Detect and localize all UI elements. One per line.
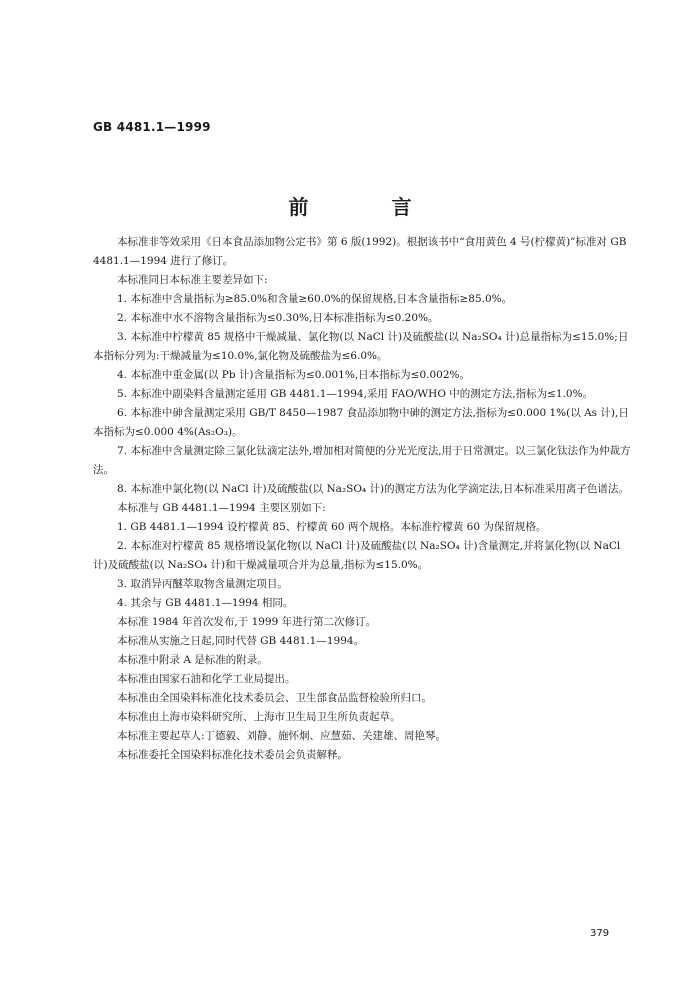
paragraph: 1. 本标准中含量指标为≥85.0%和含量≥60.0%的保留规格,日本含量指标≥85.0%。 <box>117 293 513 305</box>
paragraph: 2. 本标准对柠檬黄 85 规格增设氯化物(以 NaCl 计)及硫酸盐(以 Na₂SO₄ 计)含量测定,并将氯化物(以 NaCl 计)及硫酸盐(以 Na₂SO₄ 计)和干燥减量项合并为总量,指标为≤15.0%。 <box>93 540 621 571</box>
paragraph: 4. 本标准中重金属(以 Pb 计)含量指标为≤0.001%,日本指标为≤0.002%。 <box>117 369 471 381</box>
paragraph: 8. 本标准中氯化物(以 NaCl 计)及硫酸盐(以 Na₂SO₄ 计)的测定方法为化学滴定法,日本标准采用离子色谱法。 <box>117 483 629 495</box>
page-title: 前 言 <box>288 195 450 219</box>
paragraph: 3. 取消异丙醚萃取物含量测定项目。 <box>117 578 288 590</box>
paragraph: 本标准 1984 年首次发布,于 1999 年进行第二次修订。 <box>117 616 377 628</box>
paragraph: 4. 其余与 GB 4481.1—1994 相同。 <box>117 597 294 609</box>
paragraph: 6. 本标准中砷含量测定采用 GB/T 8450—1987 食品添加物中砷的测定方法,指标为≤0.000 1%(以 As 计),日本指标为≤0.000 4%(As₂O₃)。 <box>93 407 629 438</box>
paragraph: 本标准同日本标准主要差异如下: <box>117 274 268 286</box>
standard-code: GB 4481.1—1999 <box>93 120 211 134</box>
paragraph: 本标准从实施之日起,同时代替 GB 4481.1—1994。 <box>117 635 365 647</box>
paragraph: 1. GB 4481.1—1994 设柠檬黄 85、柠檬黄 60 两个规格。本标准柠檬黄 60 为保留规格。 <box>117 521 547 533</box>
foreword-body <box>93 233 638 765</box>
paragraph: 本标准由上海市染料研究所、上海市卫生局卫生所负责起草。 <box>117 711 401 723</box>
paragraph: 5. 本标准中副染料含量测定延用 GB 4481.1—1994,采用 FAO/WHO 中的测定方法,指标为≤1.0%。 <box>117 388 594 400</box>
page-number: 379 <box>590 928 610 939</box>
paragraph: 本标准委托全国染料标准化技术委员会负责解释。 <box>117 749 348 761</box>
paragraph: 本标准由国家石油和化学工业局提出。 <box>117 673 296 685</box>
paragraph: 3. 本标准中柠檬黄 85 规格中干燥减量、氯化物(以 NaCl 计)及硫酸盐(以 Na₂SO₄ 计)总量指标为≤15.0%;日本指标分列为:干燥减量为≤10.0%,氯化物及硫酸盐为≤6.0%。 <box>93 331 629 362</box>
paragraph: 本标准非等效采用《日本食品添加物公定书》第 6 版(1992)。根据该书中“食用黄色 4 号(柠檬黄)”标准对 GB 4481.1—1994 进行了修订。 <box>93 236 627 267</box>
paragraph: 本标准主要起草人:丁德毅、刘静、施怀炯、应慧茹、关建雄、周艳琴。 <box>117 730 447 742</box>
paragraph: 本标准与 GB 4481.1—1994 主要区别如下: <box>117 502 326 514</box>
paragraph: 2. 本标准中水不溶物含量指标为≤0.30%,日本标准指标为≤0.20%。 <box>117 312 439 324</box>
paragraph: 本标准由全国染料标准化技术委员会、卫生部食品监督检验所归口。 <box>117 692 432 704</box>
paragraph: 本标准中附录 A 是标准的附录。 <box>117 654 268 666</box>
paragraph: 7. 本标准中含量测定除三氯化钛滴定法外,增加相对简便的分光光度法,用于日常测定。以三氯化钛法作为仲裁方法。 <box>93 445 631 476</box>
